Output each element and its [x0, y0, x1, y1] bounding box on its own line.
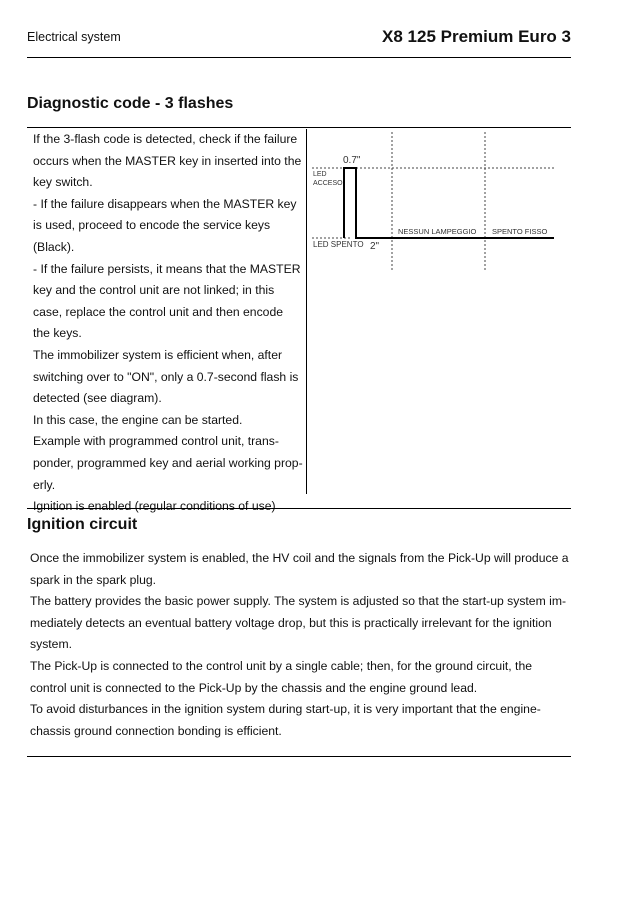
flash-diagram	[308, 128, 568, 278]
ignition-paragraph: The battery provides the basic power supply. The system is adjusted so that the start-up system im-mediately detects an eventual battery voltage drop, but this is practically irrelevant for the ignition system.	[30, 594, 567, 652]
footer-rule	[27, 756, 571, 757]
pulse-label: 0.7"	[343, 155, 361, 166]
header-rule	[27, 57, 571, 58]
led-on-label: LED	[313, 171, 327, 178]
section-rule	[27, 508, 571, 509]
section-title: Electrical system	[27, 30, 121, 44]
diagnostic-text	[33, 129, 303, 518]
ignition-text	[30, 548, 570, 742]
ignition-paragraph: Once the immobilizer system is enabled, the HV coil and the signals from the Pick-Up will produce a spark in the spark plug.	[30, 551, 569, 587]
ignition-paragraph: To avoid disturbances in the ignition system during start-up, it is very important that the engine-chassis ground connection bonding is efficient.	[30, 702, 541, 738]
led-on-label: ACCESO	[313, 180, 343, 187]
diagnostic-paragraph: The immobilizer system is efficient when, after switching over to "ON", only a 0.7-second flash is detected (see diagram).	[33, 347, 299, 406]
led-off-label: LED SPENTO	[313, 240, 364, 249]
no-flash-label: NESSUN LAMPEGGIO	[398, 227, 477, 236]
diagnostic-paragraph: Example with programmed control unit, trans-ponder, programmed key and aerial working prop-erly.	[33, 434, 303, 492]
column-divider	[306, 129, 307, 494]
diagnostic-paragraph: In this case, the engine can be started.	[33, 412, 243, 427]
diagnostic-paragraph: - If the failure disappears when the MASTER key is used, proceed to encode the service keys (Black).	[33, 196, 297, 254]
diagnostic-paragraph: If the 3-flash code is detected, check if the failure occurs when the MASTER key in inserted into the key switch.	[33, 132, 302, 190]
ignition-paragraph: The Pick-Up is connected to the control unit by a single cable; then, for the ground circuit, the control unit is connected to the Pick-Up by the chassis and the engine ground lead.	[30, 658, 532, 695]
diagnostic-heading: Diagnostic code - 3 flashes	[27, 95, 234, 112]
delay-label: 2"	[370, 241, 380, 252]
diagnostic-paragraph: - If the failure persists, it means that the MASTER key and the control unit are not linked; in this case, replace the control unit and then encode the keys.	[33, 261, 301, 341]
diagnostic-paragraph: Ignition is enabled (regular conditions of use)	[33, 499, 276, 514]
model-title: X8 125 Premium Euro 3	[382, 27, 571, 46]
steady-off-label: SPENTO FISSO	[492, 227, 548, 236]
ignition-heading: Ignition circuit	[27, 516, 138, 533]
